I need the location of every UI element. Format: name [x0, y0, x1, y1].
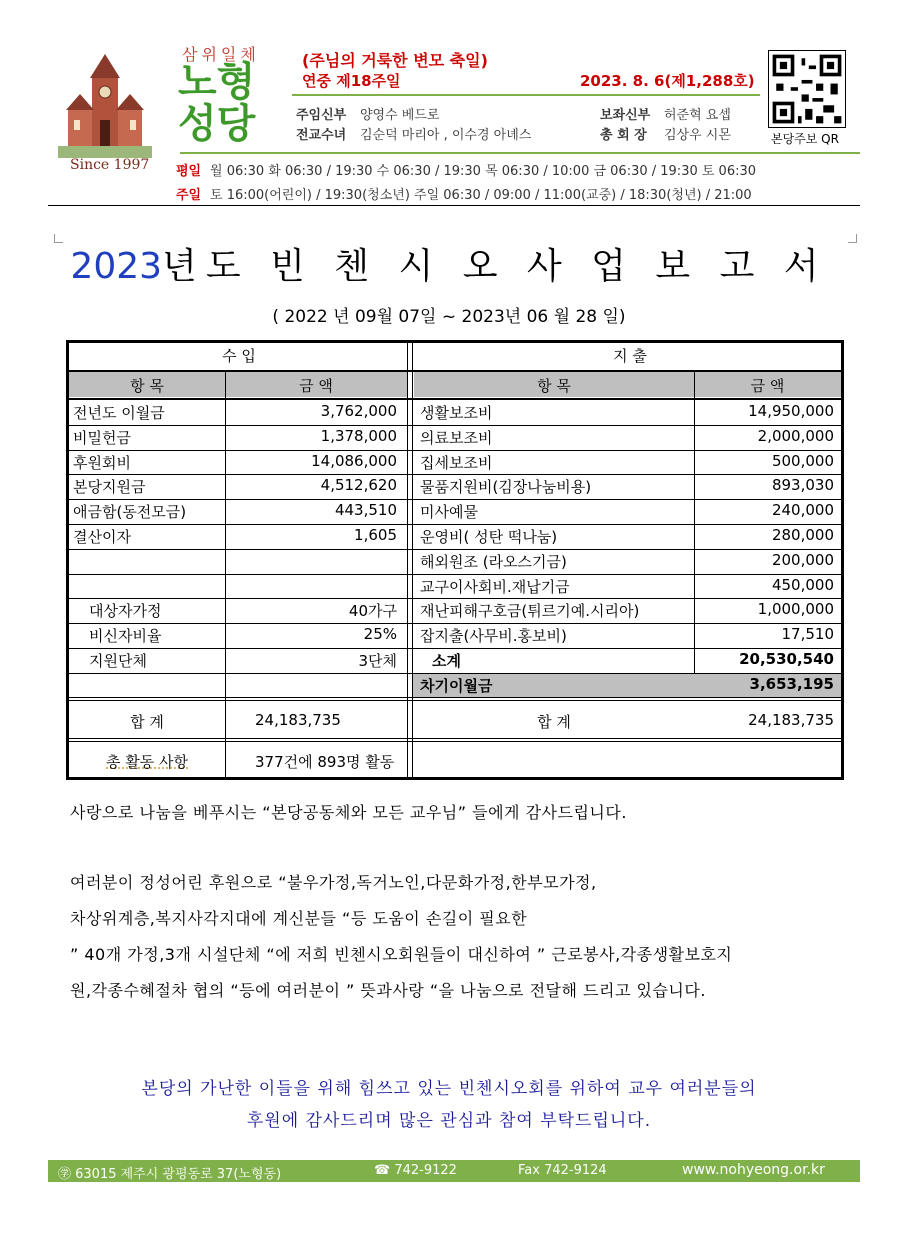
- president-role: 총 회 장: [600, 128, 647, 143]
- expense-total-label: 합 계: [537, 713, 571, 731]
- sister-name: 김순덕 마리아 , 이수경 아녜스: [360, 128, 532, 143]
- issue-date: 2023. 8. 6(제1,288호): [580, 72, 755, 90]
- expense-amount: 17,510: [781, 625, 834, 644]
- row-divider: [69, 524, 841, 525]
- closing-line1: 본당의 가난한 이들을 위해 힘쓰고 있는 빈첸시오회를 위하여 교우 여러분들의: [141, 1079, 757, 1099]
- header-bottom-rule: [48, 205, 860, 206]
- income-item: 지원단체: [89, 652, 147, 670]
- expense-item: 재난피해구호금(튀르기예.시리아): [420, 602, 640, 621]
- expense-col-amount: 금 액: [750, 377, 785, 395]
- row-divider: [69, 425, 841, 426]
- expense-item: 의료보조비: [420, 428, 493, 447]
- row-divider: [69, 598, 841, 599]
- income-item: 비밀헌금: [73, 428, 131, 447]
- footer-address: ㊫ 63015 제주시 광평동로 37(노형동): [58, 1167, 282, 1182]
- expense-amount: 240,000: [771, 501, 834, 520]
- expense-amount: 1,000,000: [757, 600, 834, 619]
- row-divider: [69, 549, 841, 550]
- expense-amount: 500,000: [771, 451, 834, 470]
- expense-col-item: 항 목: [537, 377, 571, 395]
- weekday-mass-times: 월 06:30 화 06:30 / 19:30 수 06:30 / 19:30 목 06:30 / 10:00 금 06:30 / 19:30 토 06:30: [210, 164, 757, 179]
- parish-subtitle: 삼위일체: [182, 45, 260, 64]
- expense-amount: 20,530,540: [739, 650, 834, 668]
- church-illustration: [58, 50, 152, 158]
- income-amount: 443,510: [334, 501, 397, 520]
- income-item: 본당지원금: [73, 478, 146, 497]
- para-line3: ” 40개 가정,3개 시설단체 “에 저희 빈첸시오회원들이 대신하여 ” 근로봉사,각종생활보호지: [70, 945, 733, 964]
- qr-code-icon[interactable]: [768, 50, 846, 128]
- pastor-role: 주임신부: [296, 108, 347, 123]
- finance-table: [66, 340, 844, 780]
- weekday-mass-label: 평일: [176, 164, 202, 179]
- income-amount: 3,762,000: [320, 402, 397, 420]
- qr-caption: 본당주보 QR: [771, 132, 839, 146]
- expense-item: 해외원조 (라오스기금): [420, 552, 567, 571]
- income-item: 비신자비율: [89, 627, 162, 646]
- footer-website[interactable]: www.nohyeong.or.kr: [682, 1162, 825, 1178]
- income-col-amount: 금 액: [299, 377, 333, 395]
- expense-amount: 450,000: [771, 575, 834, 594]
- row-divider: [69, 623, 841, 624]
- income-item: 후원회비: [73, 453, 131, 472]
- expense-amount: 893,030: [771, 476, 834, 495]
- liturgical-week: 연중 제18주일: [302, 72, 401, 90]
- income-item: 전년도 이월금: [73, 404, 165, 422]
- pastor-name: 양영수 베드로: [360, 108, 440, 123]
- expense-amount: 2,000,000: [757, 426, 834, 445]
- expense-item: 집세보조비: [420, 453, 493, 472]
- sister-role: 전교수녀: [296, 128, 347, 143]
- expense-total-value: 24,183,735: [748, 711, 834, 729]
- row-divider: [69, 474, 841, 475]
- para-line4: 원,각종수혜절차 협의 “등에 여러분이 ” 뜻과사랑 “을 나눔으로 전달해 드리고 있습니다.: [70, 981, 706, 1000]
- income-item: 대상자가정: [89, 602, 162, 621]
- footer-bar: [48, 1160, 860, 1182]
- assistant-name: 허준혁 요셉: [664, 108, 731, 123]
- sunday-mass-times: 토 16:00(어린이) / 19:30(청소년) 주일 06:30 / 09:00 / 11:00(교중) / 18:30(청년) / 21:00: [210, 188, 752, 203]
- income-amount: 1,378,000: [320, 426, 397, 445]
- president-name: 김상우 시몬: [664, 128, 731, 143]
- para-line2: 차상위계층,복지사각지대에 계신분들 “등 도움이 손길이 필요한: [70, 909, 528, 928]
- expense-item: 교구이사회비.재납기금: [420, 577, 570, 596]
- header-green-rule: [180, 152, 860, 154]
- expense-item: 운영비( 성탄 떡나눔): [420, 528, 558, 546]
- row-divider: [69, 574, 841, 575]
- expense-item: 잡지출(사무비.홍보비): [420, 627, 567, 646]
- row-divider: [69, 499, 841, 500]
- income-total-label: 합 계: [130, 713, 164, 731]
- expense-item: 생활보조비: [420, 404, 493, 422]
- income-amount: 40가구: [348, 602, 397, 621]
- expense-item: 물품지원비(김장나눔비용): [420, 478, 592, 497]
- income-amount: 3단체: [358, 652, 397, 670]
- closing-line2: 후원에 감사드리며 많은 관심과 참여 부탁드립니다.: [246, 1111, 652, 1131]
- income-item: 애금함(동전모금): [73, 503, 187, 522]
- sunday-mass-label: 주일: [176, 188, 202, 203]
- expense-header: 지 출: [613, 347, 647, 365]
- report-title: 2023년도 빈 첸 시 오 사 업 보 고 서: [70, 246, 828, 287]
- assistant-role: 보좌신부: [600, 108, 651, 123]
- logo-line1: 노형: [178, 59, 256, 105]
- para-line1: 여러분이 정성어린 후원으로 “불우가정,독거노인,다문화가정,한부모가정,: [70, 873, 597, 892]
- since-year: Since 1997: [70, 157, 150, 173]
- feast-title: (주님의 거룩한 변모 축일): [302, 51, 488, 70]
- footer-phone: ☎ 742-9122: [374, 1163, 457, 1178]
- expense-amount: 200,000: [771, 550, 834, 569]
- header-divider: [292, 94, 760, 96]
- expense-amount: 3,653,195: [749, 674, 834, 693]
- income-amount: 14,086,000: [311, 451, 397, 470]
- thanks-text: 사랑으로 나눔을 베푸시는 “본당공동체와 모든 교우님” 들에게 감사드립니다.: [70, 803, 627, 822]
- report-period: ( 2022 년 09월 07일 ~ 2023년 06 월 28 일): [272, 307, 626, 327]
- activity-label: 총 활동 사항: [106, 753, 188, 771]
- income-item: 결산이자: [73, 528, 131, 546]
- income-amount: 4,512,620: [320, 476, 397, 495]
- footer-fax: Fax 742-9124: [518, 1163, 607, 1178]
- logo-line2: 성당: [178, 101, 256, 147]
- activity-value: 377건에 893명 활동: [255, 753, 395, 771]
- expense-item: 차기이월금: [420, 676, 493, 695]
- income-total-value: 24,183,735: [255, 711, 341, 729]
- income-amount: 25%: [363, 625, 397, 644]
- expense-amount: 14,950,000: [748, 402, 834, 420]
- income-header: 수 입: [222, 347, 256, 365]
- income-amount: 1,605: [354, 526, 397, 544]
- income-col-item: 항 목: [130, 377, 164, 395]
- expense-item: 미사예물: [420, 503, 478, 522]
- row-divider: [69, 648, 841, 649]
- expense-amount: 280,000: [771, 526, 834, 544]
- expense-item: 소계: [432, 652, 461, 670]
- row-divider: [69, 450, 841, 451]
